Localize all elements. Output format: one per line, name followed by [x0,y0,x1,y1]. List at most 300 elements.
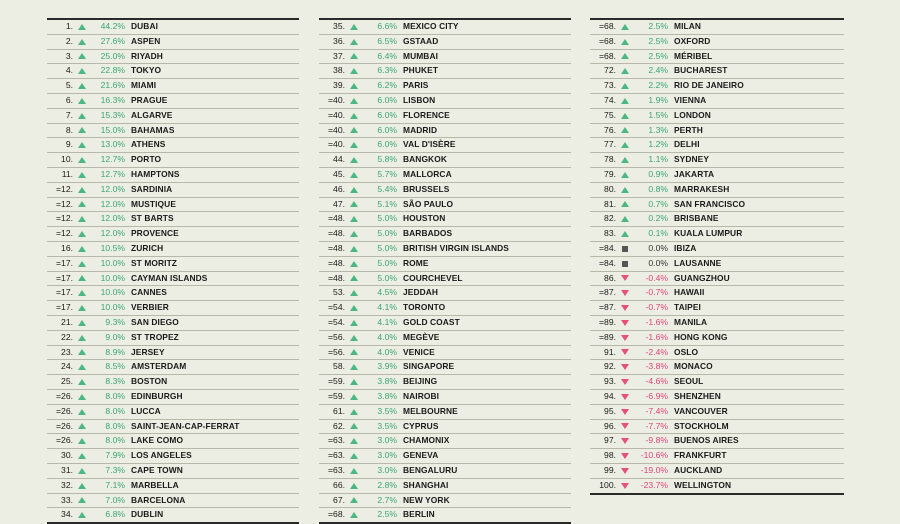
city-name: CAYMAN ISLANDS [131,272,208,283]
rank-number: 31. [61,464,73,475]
rank-number: 80. [604,183,616,194]
percent-change: 5.8% [377,154,397,165]
ranking-row [590,212,844,227]
percent-change: 7.9% [105,450,125,461]
city-name: BUCHAREST [674,65,728,76]
ranking-column-2 [319,18,571,524]
rank-number: 44. [333,154,345,165]
ranking-row [319,316,571,331]
ranking-row [590,138,844,153]
percent-change: 1.5% [648,109,668,120]
city-name: PERTH [674,124,703,135]
rank-number: =84. [599,257,616,268]
trend-up-icon [348,53,359,59]
city-name: COURCHEVEL [403,272,463,283]
percent-change: 2.4% [648,65,668,76]
ranking-row [47,242,299,257]
percent-change: 8.3% [105,376,125,387]
ranking-row [590,434,844,449]
percent-change: 12.0% [100,228,125,239]
city-name: PROVENCE [131,228,179,239]
trend-down-icon [619,394,630,400]
ranking-row [47,109,299,124]
trend-up-icon [76,39,87,45]
rank-number: 9. [65,139,73,150]
trend-up-icon [76,497,87,503]
rank-number: 93. [604,376,616,387]
city-name: SAN DIEGO [131,316,179,327]
percent-change: 10.0% [100,257,125,268]
rank-number: =89. [599,316,616,327]
city-name: OXFORD [674,35,711,46]
trend-up-icon [76,157,87,163]
percent-change: 0.9% [648,168,668,179]
trend-down-icon [619,290,630,296]
percent-change: 9.0% [105,331,125,342]
trend-up-icon [76,483,87,489]
city-name: HAWAII [674,287,705,298]
city-name: TAIPEI [674,302,701,313]
rank-number: 4. [65,65,73,76]
percent-change: -9.8% [645,435,668,446]
ranking-row [319,168,571,183]
city-name: ROME [403,257,429,268]
trend-up-icon [348,423,359,429]
city-name: LOS ANGELES [131,450,192,461]
trend-up-icon [348,409,359,415]
percent-change: 12.7% [100,168,125,179]
trend-down-icon [619,364,630,370]
trend-up-icon [76,468,87,474]
trend-up-icon [76,275,87,281]
ranking-row [47,434,299,449]
trend-up-icon [348,290,359,296]
ranking-row [47,212,299,227]
percent-change: 22.8% [100,65,125,76]
percent-change: -1.6% [645,331,668,342]
trend-up-icon [76,98,87,104]
city-name: MEGÈVE [403,331,440,342]
trend-up-icon [619,201,630,207]
rank-number: 99. [604,464,616,475]
city-name: GSTAAD [403,35,439,46]
rank-number: 10. [61,154,73,165]
trend-up-icon [619,142,630,148]
percent-change: -10.6% [640,450,668,461]
ranking-row [319,109,571,124]
percent-change: 6.4% [377,50,397,61]
trend-up-icon [348,231,359,237]
ranking-row [47,272,299,287]
percent-change: 5.0% [377,213,397,224]
city-name: BERLIN [403,509,435,520]
rank-number: =87. [599,302,616,313]
city-name: MIAMI [131,80,157,91]
trend-up-icon [76,24,87,30]
percent-change: 4.0% [377,346,397,357]
ranking-row [319,479,571,494]
city-name: TOKYO [131,65,162,76]
ranking-row [590,375,844,390]
percent-change: 15.0% [100,124,125,135]
percent-change: 0.1% [648,228,668,239]
percent-change: 5.0% [377,257,397,268]
city-name: STOCKHOLM [674,420,729,431]
percent-change: 3.8% [377,390,397,401]
percent-change: 12.0% [100,213,125,224]
rank-number: =63. [328,450,345,461]
rank-number: =26. [56,420,73,431]
trend-up-icon [76,142,87,148]
rank-number: =40. [328,94,345,105]
ranking-row [47,286,299,301]
city-name: BAHAMAS [131,124,175,135]
rank-number: 83. [604,228,616,239]
city-name: ASPEN [131,35,161,46]
trend-up-icon [619,83,630,89]
ranking-row [590,227,844,242]
rank-number: =48. [328,213,345,224]
city-name: PHUKET [403,65,439,76]
rank-number: =48. [328,257,345,268]
rank-number: 100. [599,479,616,490]
percent-change: 1.3% [648,124,668,135]
rank-number: =12. [56,183,73,194]
ranking-row [590,449,844,464]
trend-up-icon [348,379,359,385]
percent-change: 6.2% [377,80,397,91]
percent-change: 3.0% [377,450,397,461]
city-name: MILAN [674,21,702,31]
percent-change: 12.7% [100,154,125,165]
rank-number: =17. [56,302,73,313]
rank-number: 61. [333,405,345,416]
ranking-row [47,153,299,168]
trend-up-icon [348,246,359,252]
trend-down-icon [619,349,630,355]
percent-change: 3.5% [377,420,397,431]
city-name: SAINT-JEAN-CAP-FERRAT [131,420,240,431]
ranking-row [590,390,844,405]
ranking-row [47,449,299,464]
trend-up-icon [348,142,359,148]
trend-up-icon [619,187,630,193]
city-name: DUBLIN [131,509,164,520]
percent-change: 0.2% [648,213,668,224]
rank-number: =48. [328,272,345,283]
rank-number: =17. [56,272,73,283]
city-name: CYPRUS [403,420,439,431]
city-name: PARIS [403,80,429,91]
city-name: MARRAKESH [674,183,730,194]
city-name: NEW YORK [403,494,450,505]
percent-change: 3.0% [377,464,397,475]
trend-up-icon [76,68,87,74]
ranking-row [319,508,571,524]
trend-up-icon [348,216,359,222]
city-name: MANILA [674,316,708,327]
city-name: MONACO [674,361,713,372]
trend-up-icon [619,68,630,74]
ranking-row [47,346,299,361]
percent-change: 13.0% [100,139,125,150]
ranking-row [319,286,571,301]
trend-up-icon [348,394,359,400]
ranking-row [590,242,844,257]
percent-change: 5.0% [377,228,397,239]
rank-number: =84. [599,242,616,253]
trend-up-icon [619,24,630,30]
ranking-row [47,138,299,153]
trend-up-icon [76,394,87,400]
rank-number: =63. [328,464,345,475]
rank-number: =54. [328,302,345,313]
ranking-row [590,183,844,198]
city-name: CAPE TOWN [131,464,183,475]
trend-up-icon [348,335,359,341]
city-name: PORTO [131,154,162,165]
city-name: WELLINGTON [674,479,732,490]
percent-change: 2.7% [377,494,397,505]
ranking-row [47,360,299,375]
ranking-row [319,183,571,198]
city-name: VERBIER [131,302,169,313]
percent-change: 0.0% [648,257,668,268]
city-name: EDINBURGH [131,390,183,401]
percent-change: 6.0% [377,124,397,135]
ranking-row [319,405,571,420]
percent-change: 6.8% [105,509,125,520]
rank-number: 47. [333,198,345,209]
ranking-row [590,346,844,361]
rank-number: 58. [333,361,345,372]
ranking-row [319,420,571,435]
trend-up-icon [348,157,359,163]
ranking-row [319,390,571,405]
percent-change: -6.9% [645,390,668,401]
city-name: SHENZHEN [674,390,721,401]
ranking-row [47,79,299,94]
percent-change: 44.2% [100,21,125,31]
city-name: BARBADOS [403,228,453,239]
percent-change: 5.0% [377,242,397,253]
city-name: JERSEY [131,346,165,357]
percent-change: 9.3% [105,316,125,327]
rank-number: =59. [328,376,345,387]
ranking-row [590,64,844,79]
city-name: BUENOS AIRES [674,435,739,446]
rank-number: 22. [61,331,73,342]
ranking-row [47,64,299,79]
percent-change: 27.6% [100,35,125,46]
rank-number: 25. [61,376,73,387]
ranking-row [590,360,844,375]
city-name: BANGKOK [403,154,447,165]
ranking-row [590,198,844,213]
rank-number: 62. [333,420,345,431]
ranking-row [319,464,571,479]
city-name: LISBON [403,94,436,105]
percent-change: 6.3% [377,65,397,76]
percent-change: 8.0% [105,435,125,446]
percent-change: 7.3% [105,464,125,475]
rank-number: 98. [604,450,616,461]
city-name: OSLO [674,346,699,357]
trend-up-icon [76,216,87,222]
city-name: BRITISH VIRGIN ISLANDS [403,242,509,253]
trend-up-icon [76,290,87,296]
city-name: HONG KONG [674,331,728,342]
trend-down-icon [619,438,630,444]
city-name: SÃO PAULO [403,198,454,209]
trend-up-icon [76,187,87,193]
trend-up-icon [619,113,630,119]
rank-number: 38. [333,65,345,76]
city-name: HAMPTONS [131,168,180,179]
rank-number: 8. [65,124,73,135]
percent-change: 2.5% [648,35,668,46]
rank-number: 35. [333,21,345,31]
ranking-row [319,198,571,213]
trend-up-icon [76,201,87,207]
ranking-row [319,360,571,375]
percent-change: 1.1% [648,154,668,165]
trend-up-icon [76,113,87,119]
city-name: JAKARTA [674,168,715,179]
city-name: JEDDAH [403,287,439,298]
city-name: VANCOUVER [674,405,728,416]
city-name: MADRID [403,124,438,135]
ranking-row [319,375,571,390]
city-name: GOLD COAST [403,316,460,327]
rank-number: =89. [599,331,616,342]
rank-number: 94. [604,390,616,401]
trend-up-icon [76,261,87,267]
rank-number: 11. [61,168,73,179]
trend-up-icon [348,127,359,133]
trend-flat-icon [619,246,630,252]
percent-change: -7.4% [645,405,668,416]
ranking-row [590,405,844,420]
percent-change: 1.2% [648,139,668,150]
city-name: BARCELONA [131,494,186,505]
trend-up-icon [76,305,87,311]
rank-number: 36. [333,35,345,46]
rank-number: 39. [333,80,345,91]
trend-up-icon [348,512,359,518]
trend-up-icon [619,98,630,104]
percent-change: -3.8% [645,361,668,372]
city-name: FRANKFURT [674,450,727,461]
trend-up-icon [619,157,630,163]
rank-number: =68. [599,21,616,31]
percent-change: 6.5% [377,35,397,46]
ranking-row [590,168,844,183]
percent-change: 2.2% [648,80,668,91]
trend-up-icon [348,453,359,459]
ranking-row [47,494,299,509]
percent-change: -19.0% [640,464,668,475]
trend-up-icon [76,320,87,326]
city-name: VENICE [403,346,435,357]
ranking-row [47,35,299,50]
ranking-row [47,405,299,420]
city-name: GENEVA [403,450,439,461]
rank-number: =68. [328,509,345,520]
rank-number: =17. [56,257,73,268]
rank-number: =59. [328,390,345,401]
percent-change: 5.4% [377,183,397,194]
rank-number: =26. [56,435,73,446]
trend-up-icon [76,423,87,429]
percent-change: 6.0% [377,109,397,120]
rank-number: 86. [604,272,616,283]
percent-change: -7.7% [645,420,668,431]
trend-up-icon [348,349,359,355]
rank-number: 91. [604,346,616,357]
trend-up-icon [76,409,87,415]
city-name: ZURICH [131,242,164,253]
ranking-row [47,50,299,65]
trend-up-icon [348,305,359,311]
city-name: VIENNA [674,94,707,105]
trend-down-icon [619,409,630,415]
rank-number: 97. [604,435,616,446]
city-name: GUANGZHOU [674,272,730,283]
city-name: RIYADH [131,50,163,61]
trend-up-icon [348,68,359,74]
rank-number: 24. [61,361,73,372]
city-name: SEOUL [674,376,704,387]
city-name: BENGALURU [403,464,458,475]
percent-change: -0.4% [645,272,668,283]
ranking-row [590,153,844,168]
percent-change: 5.1% [377,198,397,209]
percent-change: 4.0% [377,331,397,342]
city-name: RIO DE JANEIRO [674,80,744,91]
ranking-row [47,479,299,494]
percent-change: 21.6% [100,80,125,91]
percent-change: 6.6% [377,21,397,31]
percent-change: -0.7% [645,302,668,313]
rank-number: 33. [61,494,73,505]
ranking-row [47,20,299,35]
trend-down-icon [619,379,630,385]
rank-number: =54. [328,316,345,327]
percent-change: -1.6% [645,316,668,327]
rank-number: =12. [56,198,73,209]
ranking-row [319,272,571,287]
trend-up-icon [348,468,359,474]
city-name: AMSTERDAM [131,361,187,372]
rank-number: 23. [61,346,73,357]
percent-change: 3.0% [377,435,397,446]
percent-change: 6.0% [377,94,397,105]
rank-number: =68. [599,50,616,61]
city-name: SARDINIA [131,183,173,194]
city-name: HOUSTON [403,213,446,224]
rank-number: =56. [328,346,345,357]
ranking-row [590,286,844,301]
rank-number: 67. [333,494,345,505]
city-name: ALGARVE [131,109,173,120]
rank-number: =40. [328,139,345,150]
rank-number: 45. [333,168,345,179]
percent-change: 2.5% [648,50,668,61]
rank-number: =63. [328,435,345,446]
city-name: DELHI [674,139,700,150]
trend-down-icon [619,423,630,429]
